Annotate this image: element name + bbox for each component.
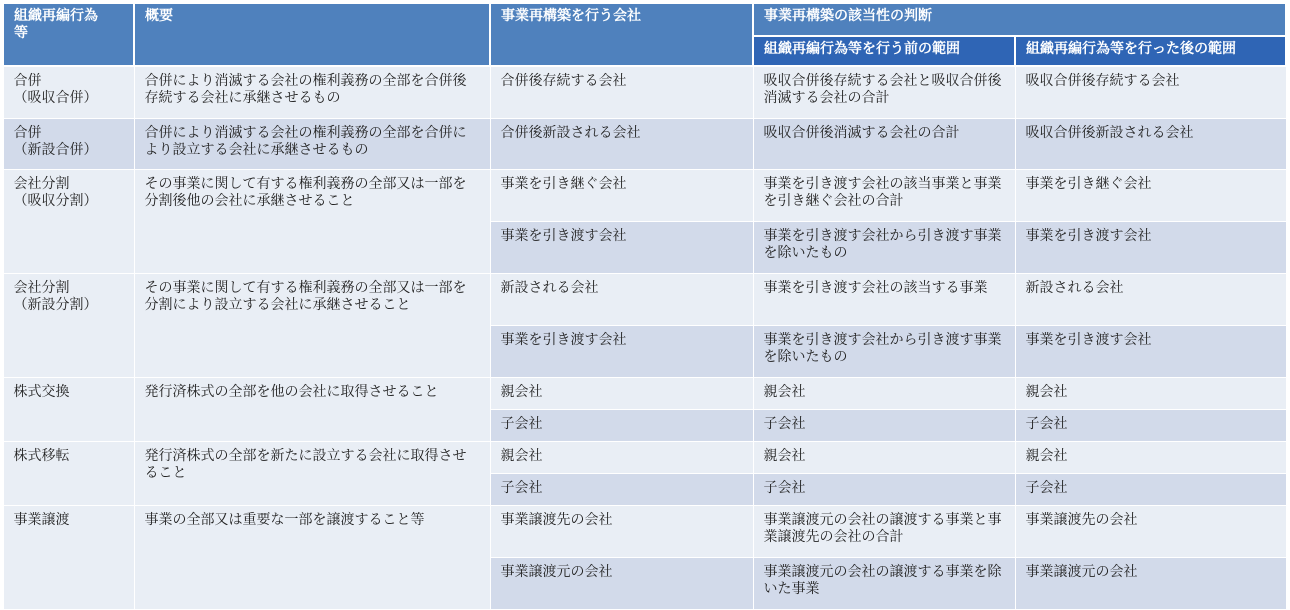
company-cell: 子会社 xyxy=(490,473,753,505)
summary-cell: その事業に関して有する権利義務の全部又は一部を分割後他の会社に承継させること xyxy=(134,169,490,273)
after-cell: 事業譲渡元の会社 xyxy=(1015,557,1286,609)
summary-cell: 発行済株式の全部を他の会社に取得させること xyxy=(134,377,490,441)
summary-cell: 合併により消滅する会社の権利義務の全部を合併により設立する会社に承継させるもの xyxy=(134,118,490,169)
company-cell: 事業譲渡元の会社 xyxy=(490,557,753,609)
header-before-scope: 組織再編行為等を行う前の範囲 xyxy=(753,36,1015,66)
type-cell xyxy=(3,273,134,377)
header-summary: 概要 xyxy=(134,3,490,66)
after-cell: 吸収合併後存続する会社 xyxy=(1015,66,1286,118)
table-row xyxy=(3,377,1286,409)
subtype-label: （吸収合併） xyxy=(13,90,98,106)
after-cell: 新設される会社 xyxy=(1015,273,1286,325)
type-label: 合併 xyxy=(13,124,42,141)
table-row xyxy=(3,505,1286,557)
before-cell: 親会社 xyxy=(753,441,1015,473)
type-cell xyxy=(3,441,134,505)
summary-cell: その事業に関して有する権利義務の全部又は一部を分割により設立する会社に承継させること xyxy=(134,273,490,377)
company-cell: 新設される会社 xyxy=(490,273,753,325)
after-cell: 吸収合併後新設される会社 xyxy=(1015,118,1286,169)
type-cell xyxy=(3,66,134,118)
company-cell: 事業譲渡先の会社 xyxy=(490,505,753,557)
before-cell: 子会社 xyxy=(753,409,1015,441)
company-cell: 事業を引き渡す会社 xyxy=(490,325,753,377)
company-cell: 親会社 xyxy=(490,377,753,409)
after-cell: 親会社 xyxy=(1015,377,1286,409)
before-cell: 親会社 xyxy=(753,377,1015,409)
before-cell: 事業を引き渡す会社の該当する事業 xyxy=(753,273,1015,325)
after-cell: 事業を引き渡す会社 xyxy=(1015,221,1286,273)
table-row xyxy=(3,441,1286,473)
table-body xyxy=(3,66,1286,609)
restructuring-table xyxy=(2,2,1287,610)
company-cell: 親会社 xyxy=(490,441,753,473)
before-cell: 事業譲渡元の会社の譲渡する事業と事業譲渡先の会社の合計 xyxy=(753,505,1015,557)
company-cell: 合併後存続する会社 xyxy=(490,66,753,118)
header-type: 組織再編行為 等 xyxy=(3,3,134,66)
summary-cell: 事業の全部又は重要な一部を譲渡すること等 xyxy=(134,505,490,609)
company-cell: 事業を引き継ぐ会社 xyxy=(490,169,753,221)
after-cell: 親会社 xyxy=(1015,441,1286,473)
subtype-label: （吸収分割） xyxy=(13,192,98,209)
before-cell: 事業を引き渡す会社から引き渡す事業を除いたもの xyxy=(753,325,1015,377)
table-row xyxy=(3,118,1286,169)
after-cell: 子会社 xyxy=(1015,409,1286,441)
company-cell: 子会社 xyxy=(490,409,753,441)
type-label: 会社分割 xyxy=(13,279,70,296)
header-after-scope: 組織再編行為等を行った後の範囲 xyxy=(1015,36,1286,66)
company-cell: 事業を引き渡す会社 xyxy=(490,221,753,273)
before-cell: 事業を引き渡す会社から引き渡す事業を除いたもの xyxy=(753,221,1015,273)
table-header xyxy=(3,3,1286,66)
type-label: 合併 xyxy=(13,73,42,89)
before-cell: 事業を引き渡す会社の該当事業と事業を引き継ぐ会社の合計 xyxy=(753,169,1015,221)
type-label: 株式移転 xyxy=(13,447,70,464)
after-cell: 事業譲渡先の会社 xyxy=(1015,505,1286,557)
header-judgement: 事業再構築の該当性の判断 xyxy=(753,3,1286,36)
before-cell: 事業譲渡元の会社の譲渡する事業を除いた事業 xyxy=(753,557,1015,609)
before-cell: 子会社 xyxy=(753,473,1015,505)
before-cell: 吸収合併後消滅する会社の合計 xyxy=(753,118,1015,169)
type-cell xyxy=(3,169,134,273)
type-cell xyxy=(3,505,134,609)
after-cell: 事業を引き渡す会社 xyxy=(1015,325,1286,377)
type-cell xyxy=(3,377,134,441)
type-label: 会社分割 xyxy=(13,175,70,192)
company-cell: 合併後新設される会社 xyxy=(490,118,753,169)
table-row xyxy=(3,66,1286,118)
type-cell xyxy=(3,118,134,169)
table-row xyxy=(3,169,1286,221)
type-label: 事業譲渡 xyxy=(13,511,70,528)
summary-cell: 発行済株式の全部を新たに設立する会社に取得させること xyxy=(134,441,490,505)
before-cell: 吸収合併後存続する会社と吸収合併後消滅する会社の合計 xyxy=(753,66,1015,118)
after-cell: 事業を引き継ぐ会社 xyxy=(1015,169,1286,221)
summary-cell: 合併により消滅する会社の権利義務の全部を合併後存続する会社に承継させるもの xyxy=(134,66,490,118)
header-company: 事業再構築を行う会社 xyxy=(490,3,753,66)
subtype-label: （新設合併） xyxy=(13,141,98,158)
table-row xyxy=(3,273,1286,325)
after-cell: 子会社 xyxy=(1015,473,1286,505)
type-label: 株式交換 xyxy=(13,383,70,400)
subtype-label: （新設分割） xyxy=(13,296,98,313)
